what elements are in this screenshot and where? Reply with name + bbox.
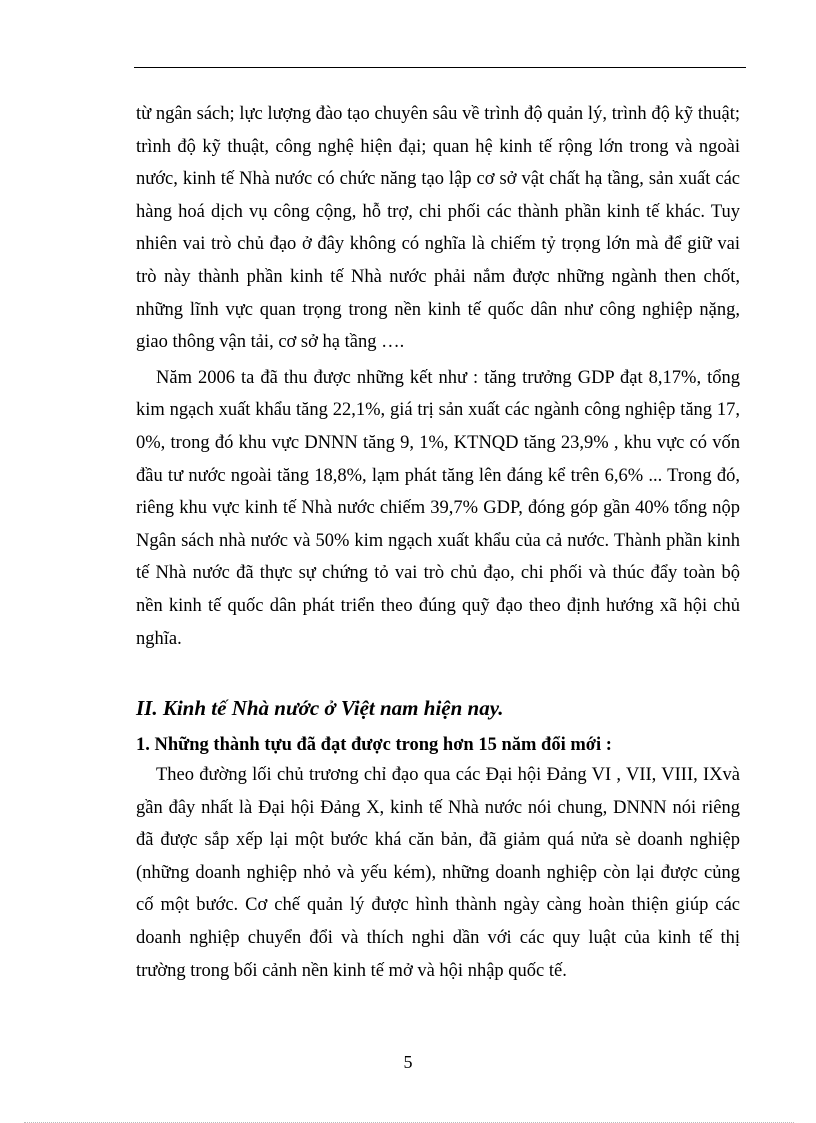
paragraph-continuation: từ ngân sách; lực lượng đào tạo chuyên sâu về trình độ quản lý, trình độ kỹ thuật; trình độ kỹ thuật, công nghệ hiện đại; quan hệ kinh tế rộng lớn trong và ngoài nước, kinh tế Nhà nước có chức năng tạo lập cơ sở vật chất hạ tầng, sản xuất các hàng hoá dịch vụ công cộng, hỗ trợ, chi phối các thành phần kinh tế khác. Tuy nhiên vai trò chủ đạo ở đây không có nghĩa là chiếm tỷ trọng lớn mà để giữ vai trò này thành phần kinh tế Nhà nước phải nắm được những ngành then chốt, những lĩnh vực quan trọng trong nền kinh tế quốc dân như công nghiệp nặng, giao thông vận tải, cơ sở hạ tầng ….: [136, 104, 740, 353]
paragraph-achievements: Theo đường lối chủ trương chỉ đạo qua các Đại hội Đảng VI , VII, VIII, IXvà gần đây nhất là Đại hội Đảng X, kinh tế Nhà nước nói chung, DNNN nói riêng đã được sắp xếp lại một bước khá căn bản, đã giảm quá nửa sè doanh nghiệp (những doanh nghiệp nhỏ và yếu kém), những doanh nghiệp còn lại được củng cố một bước. Cơ chế quản lý được hình thành ngày càng hoàn thiện giúp các doanh nghiệp chuyển đổi và thích nghi dần với các quy luật của kinh tế thị trường trong bối cảnh nền kinh tế mở và hội nhập quốc tế.: [136, 765, 740, 981]
section-heading: II. Kinh tế Nhà nước ở Việt nam hiện nay.: [136, 696, 504, 721]
header-rule: [134, 67, 746, 68]
page-number: 5: [403, 1052, 413, 1072]
document-body: [136, 98, 740, 987]
paragraph-2006-results: Năm 2006 ta đã thu được những kết như : tăng trưởng GDP đạt 8,17%, tổng kim ngạch xuất khẩu tăng 22,1%, giá trị sản xuất các ngành công nghiệp tăng 17, 0%, trong đó khu vực DNNN tăng 9, 1%, KTNQD tăng 23,9% , khu vực có vốn đầu tư nước ngoài tăng 18,8%, lạm phát tăng lên đáng kể trên 6,6% ... Trong đó, riêng khu vực kinh tế Nhà nước chiếm 39,7% GDP, đóng góp gần 40% tổng nộp Ngân sách nhà nước và 50% kim ngạch xuất khẩu của cả nước. Thành phần kinh tế Nhà nước đã thực sự chứng tỏ vai trò chủ đạo, chi phối và thúc đẩy toàn bộ nền kinh tế quốc dân phát triển theo đúng quỹ đạo theo định hướng xã hội chủ nghĩa.: [136, 367, 740, 649]
subsection-heading: 1. Những thành tựu đã đạt được trong hơn 15 năm đổi mới :: [136, 735, 612, 756]
